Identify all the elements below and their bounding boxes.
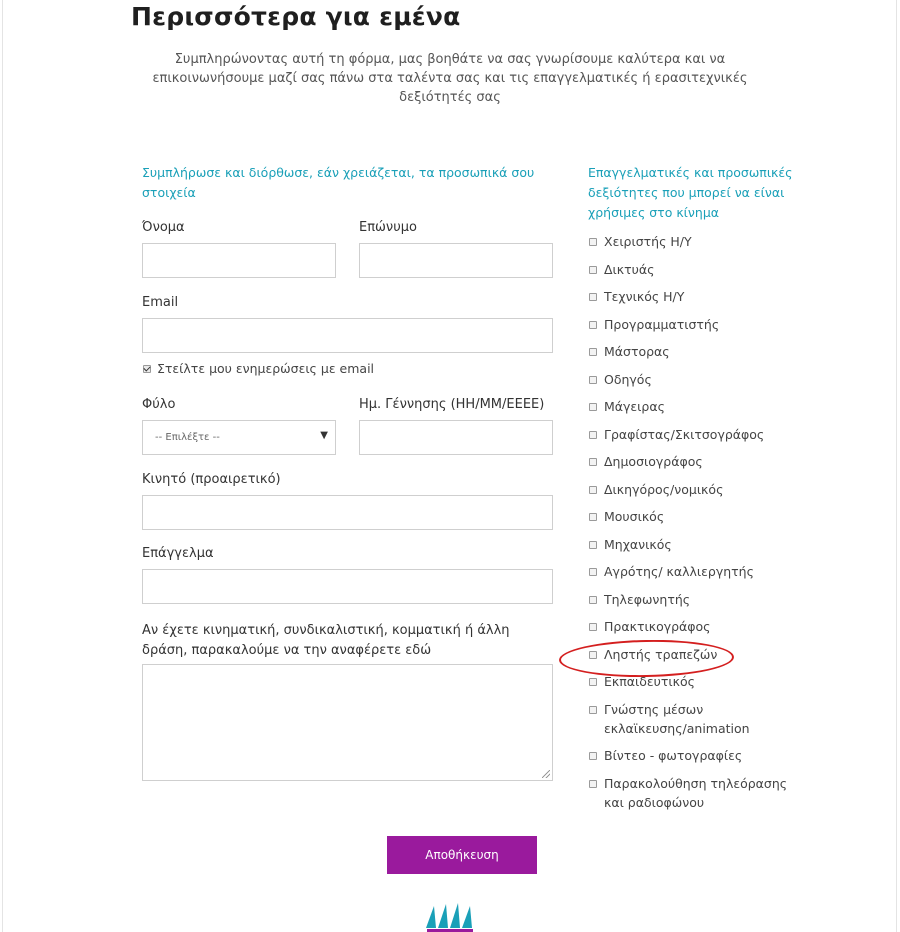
mobile-label: Κινητό (προαιρετικό) (142, 472, 281, 487)
activity-label: Αν έχετε κινηματική, συνδικαλιστική, κομματική ή άλλη δράση, παρακαλούμε να την αναφέρετε εδώ (142, 623, 510, 658)
skill-item[interactable] (588, 370, 818, 398)
skill-item[interactable] (588, 700, 818, 747)
skill-label: Δικτυάς (604, 261, 655, 277)
page-border-right (896, 0, 897, 932)
page-border-left (2, 0, 3, 932)
skill-checkbox[interactable] (589, 266, 597, 274)
skill-checkbox[interactable] (589, 568, 597, 576)
first-name-input[interactable] (142, 243, 336, 278)
skill-label: Αγρότης/ καλλιεργητής (604, 564, 754, 579)
skill-label: Μηχανικός (604, 536, 672, 552)
ship-sails-logo-icon (423, 900, 477, 932)
skill-item[interactable] (588, 260, 818, 288)
skill-checkbox[interactable] (589, 348, 597, 356)
skill-item[interactable] (588, 672, 818, 700)
skill-checkbox[interactable] (589, 486, 597, 494)
skill-item[interactable] (588, 590, 818, 618)
skill-label: Μάγειρας (604, 399, 665, 414)
skill-checkbox[interactable] (589, 376, 597, 384)
skill-label: Μάστορας (604, 344, 670, 359)
skill-label: Δικηγόρος/νομικός (604, 481, 724, 497)
birth-date-label: Ημ. Γέννησης (ΗΗ/ΜΜ/ΕΕΕΕ) (359, 397, 545, 412)
skill-item[interactable] (588, 535, 818, 563)
skill-checkbox[interactable] (589, 293, 597, 301)
skill-item[interactable] (588, 774, 818, 821)
skill-label: Μουσικός (604, 509, 665, 524)
last-name-input[interactable] (359, 243, 553, 278)
skill-item[interactable] (588, 562, 818, 590)
activity-textarea[interactable] (142, 664, 553, 781)
last-name-label: Επώνυμο (359, 220, 417, 235)
skill-item[interactable] (588, 746, 818, 774)
skill-checkbox[interactable] (589, 238, 597, 246)
skill-checkbox[interactable] (589, 678, 597, 686)
skill-label: Τεχνικός Η/Υ (604, 289, 685, 304)
skill-checkbox[interactable] (589, 321, 597, 329)
skill-checkbox[interactable] (589, 780, 597, 788)
skills-list (588, 232, 818, 820)
skill-label: Παρακολούθηση τηλεόρασης και ραδιοφώνου (604, 775, 788, 810)
first-name-label: Όνομα (142, 220, 185, 235)
birth-date-input[interactable] (359, 420, 553, 455)
skill-item[interactable] (588, 397, 818, 425)
skill-label: Γνώστης μέσων εκλαϊκευσης/animation (604, 701, 750, 736)
skill-label: Πρακτικογράφος (604, 619, 711, 634)
skill-label: Τηλεφωνητής (604, 591, 691, 607)
skill-item[interactable] (588, 480, 818, 508)
skills-heading: Επαγγελματικές και προσωπικές δεξιότητες που μπορεί να είναι χρήσιμες στο κίνημα (588, 165, 793, 220)
skill-checkbox[interactable] (589, 458, 597, 466)
skill-checkbox[interactable] (589, 596, 597, 604)
caret-down-icon: ▼ (320, 430, 328, 441)
gender-label: Φύλο (142, 397, 176, 412)
intro-text: Συμπληρώνοντας αυτή τη φόρμα, μας βοηθάτε να σας γνωρίσουμε καλύτερα και να επικοινωνήσουμε μαζί σας πάνω στα ταλέντα σας και τις επαγγελματικές ή ερασιτεχνικές δεξιότητές σας (152, 52, 748, 105)
skill-checkbox[interactable] (589, 752, 597, 760)
skill-label: Ληστής τραπεζών (604, 646, 718, 662)
gender-select[interactable] (142, 420, 336, 455)
mobile-input[interactable] (142, 495, 553, 530)
skill-item[interactable] (588, 232, 818, 260)
profession-input[interactable] (142, 569, 553, 604)
gender-select-value: -- Επιλέξτε -- (155, 432, 220, 443)
skill-label: Χειριστής Η/Υ (604, 234, 692, 249)
personal-details-heading: Συμπλήρωσε και διόρθωσε, εάν χρειάζεται, τα προσωπικά σου στοιχεία (142, 165, 535, 200)
newsletter-checkbox[interactable] (143, 365, 151, 373)
skill-item[interactable] (588, 452, 818, 480)
email-label: Email (142, 295, 179, 310)
skill-checkbox[interactable] (589, 541, 597, 549)
skill-checkbox[interactable] (589, 651, 597, 659)
email-input[interactable] (142, 318, 553, 353)
skill-label: Γραφίστας/Σκιτσογράφος (604, 426, 765, 442)
skill-item[interactable] (588, 315, 818, 343)
save-button[interactable]: Αποθήκευση (387, 836, 537, 874)
skill-checkbox[interactable] (589, 403, 597, 411)
skill-item[interactable] (588, 287, 818, 315)
resize-grip-icon[interactable] (542, 770, 550, 778)
skill-item[interactable] (588, 425, 818, 453)
skill-label: Εκπαιδευτικός (604, 674, 696, 689)
skill-label: Βίντεο - φωτογραφίες (604, 748, 743, 763)
skill-checkbox[interactable] (589, 513, 597, 521)
skill-item[interactable] (588, 507, 818, 535)
page-title: Περισσότερα για εμένα (131, 2, 461, 31)
profession-label: Επάγγελμα (142, 546, 214, 561)
skill-item[interactable] (588, 342, 818, 370)
skill-checkbox[interactable] (589, 623, 597, 631)
skill-item[interactable] (588, 617, 818, 645)
skill-label: Δημοσιογράφος (604, 454, 703, 469)
skill-checkbox[interactable] (589, 706, 597, 714)
newsletter-label: Στείλτε μου ενημερώσεις με email (157, 361, 375, 376)
skill-label: Οδηγός (604, 371, 652, 387)
skill-checkbox[interactable] (589, 431, 597, 439)
skill-label: Προγραμματιστής (604, 316, 720, 332)
skill-item[interactable] (588, 645, 818, 673)
